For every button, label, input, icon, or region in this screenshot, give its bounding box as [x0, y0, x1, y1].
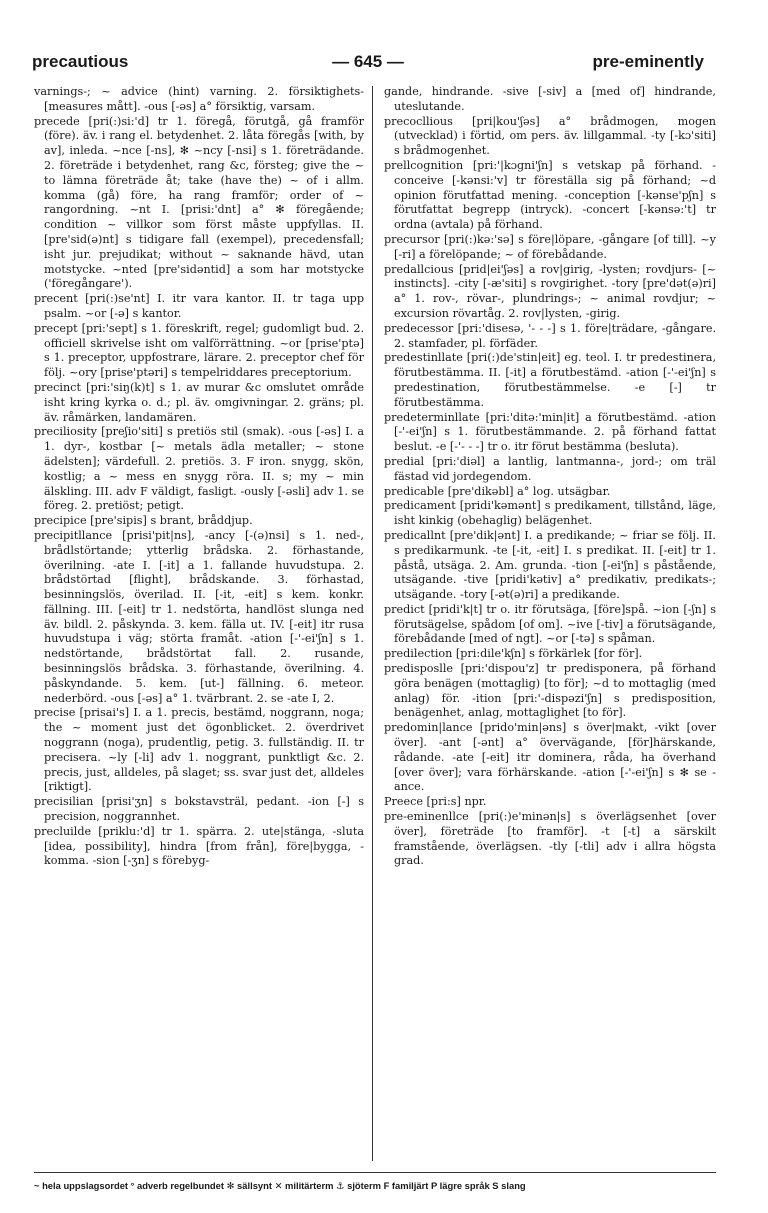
dictionary-entry: predisposlle [pri:'dispou'z] tr predisponera, på förhand göra benägen (mottaglig) [to för]; ~d to mottaglig (med anlag) för. -ition [pri:'-dispəzi'ʃn] s predisposition, benägenhet, anlag, mottaglighet [to för]. [384, 662, 716, 720]
dictionary-entry: precisilian [prisi'ʒn] s bokstavsträl, pedant. -ion [-] s precision, noggrannhet. [34, 795, 364, 824]
dictionary-entry: predestinllate [pri(:)de'stin|eit] eg. teol. I. tr predestinera, förutbestämma. II. [-it] a förutbestämd. -ation [-'-ei'ʃn] s predestination, förutbestämmelse. -e [-] tr förutbestämma. [384, 351, 716, 409]
dictionary-entry: predicable [pre'dikəbl] a° log. utsägbar. [384, 484, 611, 498]
page-number: — 645 — [332, 52, 404, 71]
dictionary-entry: precipice [pre'sipis] s brant, bråddjup. [34, 514, 253, 528]
dictionary-entry: predicament [pridi'kəmənt] s predikament, tillstånd, läge, isht kinkig (obehaglig) belägenhet. [384, 499, 716, 528]
column-divider [372, 86, 373, 1161]
dictionary-entry: Preece [pri:s] npr. [384, 795, 487, 809]
dictionary-entry: precede [pri(:)si:'d] tr 1. föregå, förutgå, gå framför (före). äv. i rang el. betydenhet. 2. låta föregås [with, by av], inleda. ~nce [-ns], ✻ ~ncy [-nsi] s 1. företrädande. 2. företräde i betydenhet, rang &c, försteg; give the ~ to lämna företräde åt; take (have the) ~ of i allm. komma (gå) före, ha rang framför; order of ~ rangordning. ~nt I. [prisi:'dnt] a° ✻ föregående; condition ~ villkor som först måste uppfyllas. II. [pre'sid(ə)nt] s tidigare fall (exempel), precedensfall; isht jur. prejudikat; without ~ saknande hävd, utan motstycke. ~nted [pre'sidəntid] a som har motstycke ('föregångare'). [34, 114, 364, 291]
dictionary-entry: pre-eminenllce [pri(:)e'minən|s] s överlägsenhet [over över], företräde [to framför]. -t [-t] a särskilt framstående, överlägsen. -tly [-tli] adv i allra högsta grad. [384, 810, 716, 868]
dictionary-entry: predict [pridi'k|t] tr o. itr förutsäga, [före]spå. ~ion [-ʃn] s förutsägelse, spådom [of om]. ~ive [-tiv] a förutsägande, förebådande [med of ngt]. ~or [-tə] s spåman. [384, 602, 716, 646]
dictionary-entry: predicallnt [pre'dik|ənt] I. a predikande; ~ friar se följ. II. s predikarmunk. -te [-it, -eit] I. s predikat. II. [-eit] tr 1. påstå, utsäga. 2. Am. grunda. -tion [-ei'ʃn] s påstående, utsägande. -tive [pridi'kətiv] a° predikativ, predikats-; utsägande. -tory [-ət(ə)ri] a predikande. [384, 528, 716, 602]
footer-rule [34, 1172, 716, 1173]
dictionary-entry: varnings-; ~ advice (hint) varning. 2. försiktighets- [measures mått]. -ous [-əs] a° försiktig, varsam. [34, 85, 364, 113]
header-first-word: precautious [32, 52, 129, 71]
dictionary-entry: predeterminllate [pri:'ditə:'min|it] a förutbestämd. -ation [-'-ei'ʃn] s 1. förutbestämmande. 2. på förhand fattat beslut. -e [-'- - -] tr o. itr förut bestämma (besluta). [384, 410, 716, 454]
right-column [384, 85, 716, 869]
dictionary-entry: precinct [pri:'siŋ(k)t] s 1. av murar &c omslutet område isht kring kyrka o. d.; pl. äv. omgivningar. 2. gräns; pl. äv. råmärken, landamären. [34, 380, 364, 424]
dictionary-entry: precursor [pri(:)kə:'sə] s före|löpare, -gångare [of till]. ~y [-ri] a förelöpande; ~ of förebådande. [384, 232, 716, 261]
page-header [32, 52, 704, 76]
dictionary-entry: gande, hindrande. -sive [-siv] a [med of] hindrande, uteslutande. [384, 85, 716, 113]
dictionary-entry: precept [pri:'sept] s 1. föreskrift, regel; gudomligt bud. 2. officiell skrivelse isht om valförrättning. ~or [prise'ptə] s 1. preceptor, uppfostrare, lärare. 2. preceptor chef för följ. ~ory [prise'ptəri] s tempelriddares preceptorium. [34, 321, 364, 380]
dictionary-entry: predallcious [prid|ei'ʃəs] a rov|girig, -lysten; rovdjurs- [~ instincts]. -city [-æ'siti] s rovgirighet. -tory [pre'dət(ə)ri] a° 1. rov-, rövar-, plundrings-; ~ animal rovdjur; ~ excursion rövartåg. 2. rov|lysten, -girig. [384, 262, 716, 320]
dictionary-entry: preciliosity [preʃio'siti] s pretiös stil (smak). -ous [-əs] I. a 1. dyr-, kostbar [~ metals ädla metaller; ~ stone ädelsten]; värdefull. 2. pretiös. 3. F iron. snygg, skön, kostlig; a ~ mess en snygg röra. II. s; my ~ min älskling. III. adv F väldigt, fasligt. -ously [-əsli] adv 1. se föreg. 2. pretiöst; petigt. [34, 425, 364, 513]
dictionary-entry: predial [pri:'diəl] a lantlig, lantmanna-, jord-; om träl fästad vid jordegendom. [384, 454, 716, 483]
dictionary-entry: predilection [pri:dile'kʃn] s förkärlek [for för]. [384, 647, 643, 661]
symbol-legend: ~ hela uppslagsordet ° adverb regelbundet ✻ sällsynt ✕ militärterm ⚓ sjöterm F familjärt P lägre språk S slang [34, 1180, 526, 1191]
dictionary-entry: precluilde [priklu:'d] tr 1. spärra. 2. ute|stänga, -sluta [idea, possibility], hindra [from från], före|bygga, -komma. -sion [-ʒn] s förebyg- [34, 824, 364, 868]
header-last-word: pre-eminently [592, 52, 704, 71]
dictionary-entry: precent [pri(:)se'nt] I. itr vara kantor. II. tr taga upp psalm. ~or [-ə] s kantor. [34, 292, 364, 320]
left-column [34, 85, 364, 869]
dictionary-entry: precise [prisai's] I. a 1. precis, bestämd, noggrann, noga; the ~ moment just det ögonblicket. 2. överdrivet noggrann (noga), prudentlig, petig. 3. fullständig. II. tr precisera. ~ly [-li] adv 1. noggrant, punktligt &c. 2. precis, just, alldeles, på slaget; ss. svar just det, alldeles [riktigt]. [34, 706, 364, 794]
dictionary-entry: prellcognition [pri:'|kɔgni'ʃn] s vetskap på förhand. -conceive [-kənsi:'v] tr föreställa sig på förhand; ~d opinion förutfattad mening. -conception [-kənse'pʃn] s förutfattat begrepp (intryck). -concert [-kənsə:'t] tr ordna (avtala) på förhand. [384, 158, 716, 232]
dictionary-entry: precipitllance [prisi'pit|ns], -ancy [-(ə)nsi] s 1. ned-, brådlstörtande; ytterlig brådska. 2. förhastande, överilning. -ate I. [-it] a 1. fallande huvudstupa. 2. brådstörtad [flight], brådskande. 3. förhastad, besinningslös, överilad. II. [-it, -eit] s kem. konkr. fällning. III. [-eit] tr 1. nedstörta, handlöst slunga ned äv. bildl. 2. påskynda. 3. kem. fälla ut. IV. [-eit] itr rusa huvudstupa i väg; störta framåt. -ation [-'-ei'ʃn] s 1. nedstörtande, brådstörtat fall. 2. rusande, besinningslös brådska. 3. förhastande, överilning. 4. påskyndande. 5. kem. [ut-] fällning. 6. meteor. nederbörd. -ous [-əs] a° 1. tvärbrant. 2. se -ate I, 2. [34, 528, 364, 705]
dictionary-entry: predecessor [pri:'disesə, '- - -] s 1. före|trädare, -gångare. 2. stamfader, pl. förfäder. [384, 321, 716, 350]
dictionary-entry: predomin|lance [prido'min|əns] s över|makt, -vikt [over över]. -ant [-ənt] a° övervägande, [för]härskande, rådande. -ate [-eit] itr dominera, råda, ha överhand [over över]; vara förhärskande. -ation [-'-ei'ʃn] s ✻ se -ance. [384, 721, 716, 794]
dictionary-entry: precocllious [pri|kou'ʃəs] a° brådmogen, mogen (utvecklad) i förtid, om pers. äv. lillgammal. -ty [-kɔ'siti] s brådmogenhet. [384, 114, 716, 158]
